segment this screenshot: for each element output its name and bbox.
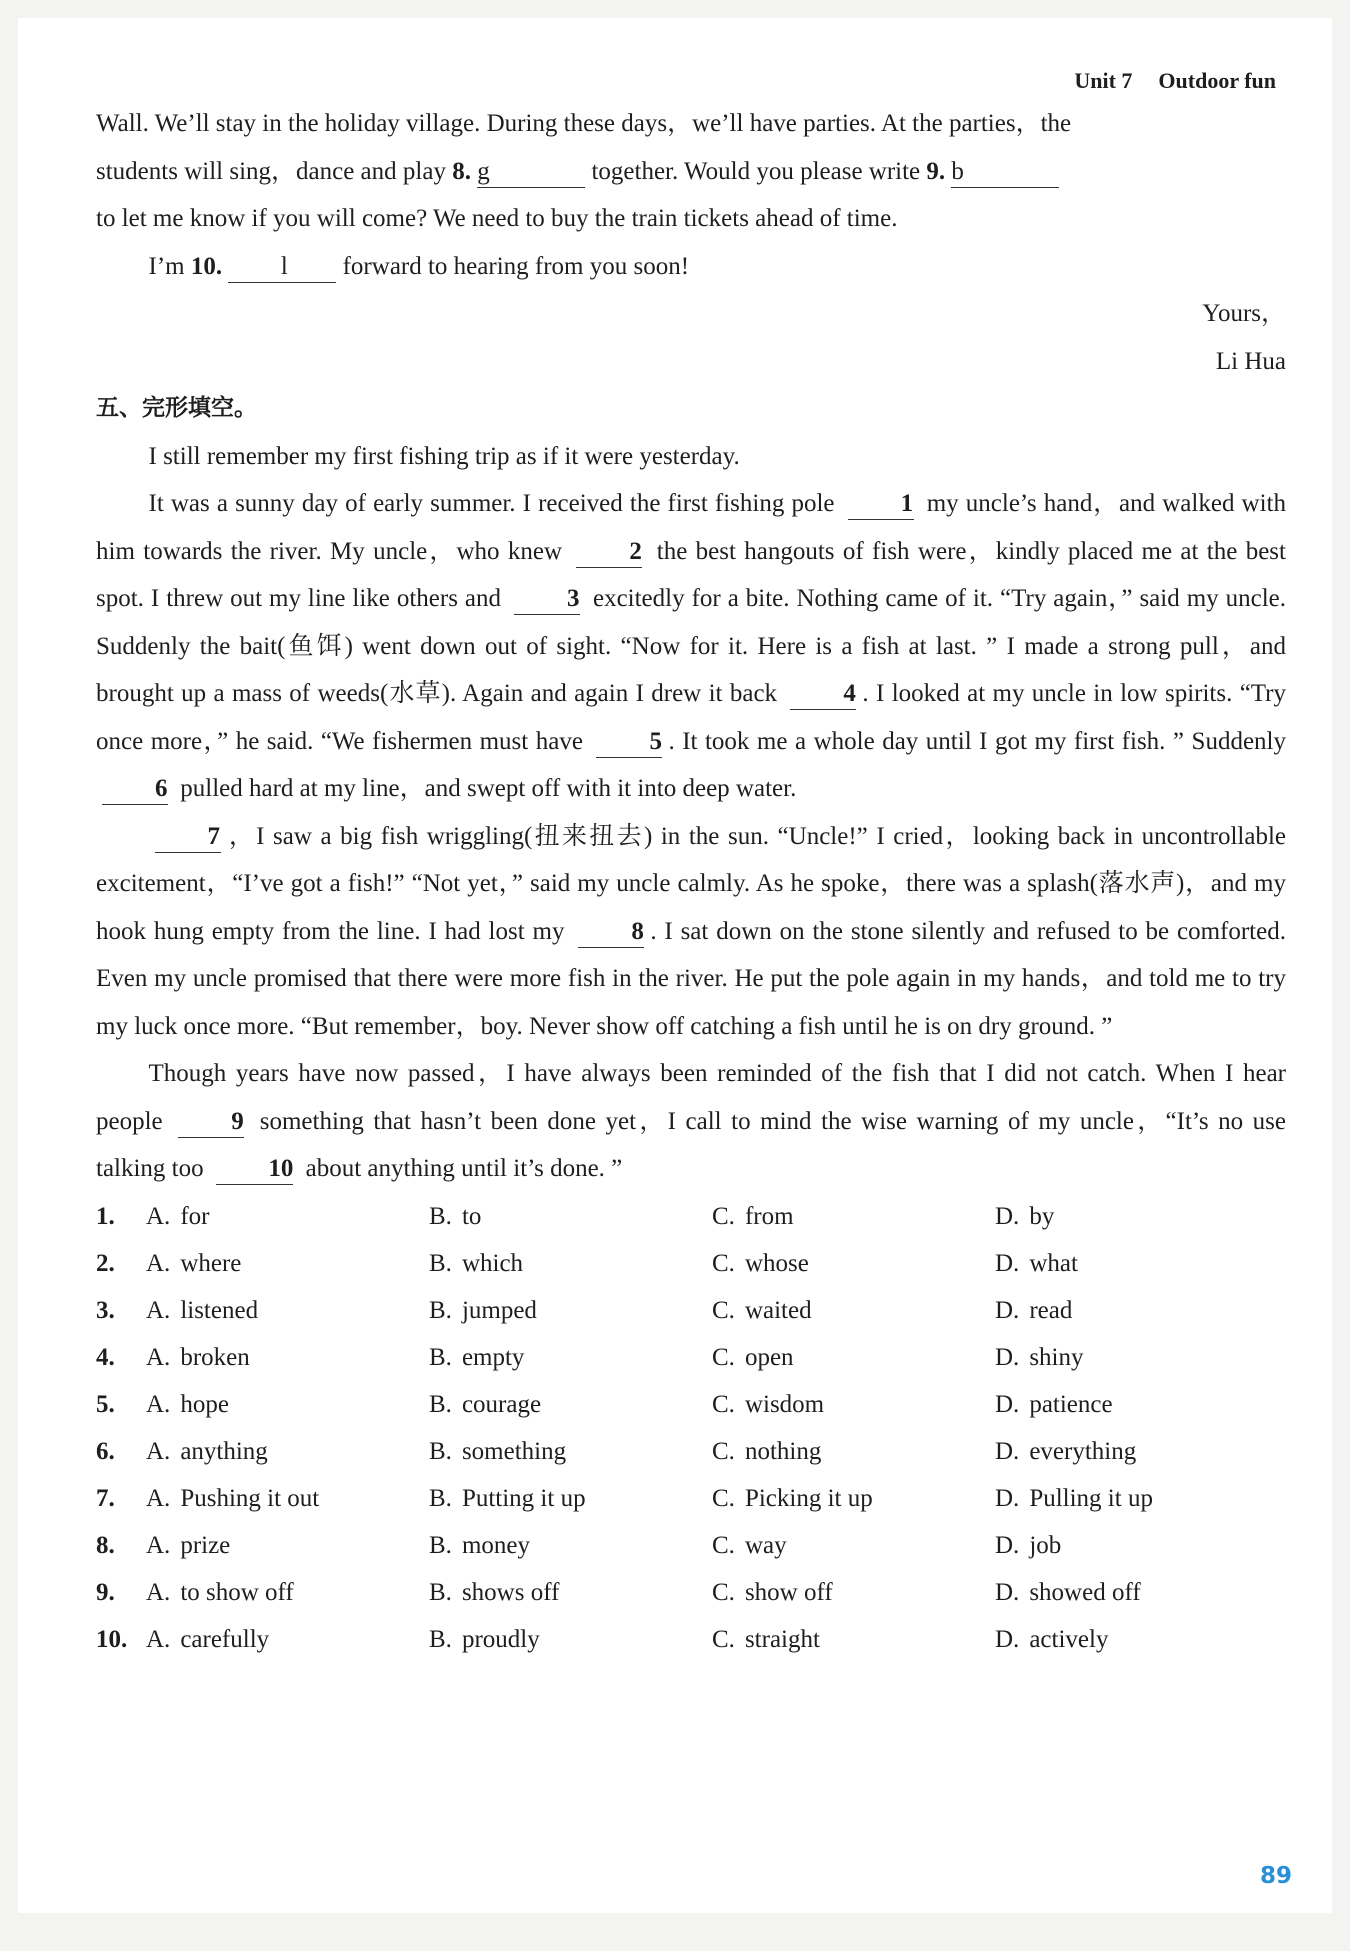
option-letter: D. [995, 1578, 1020, 1606]
passage-paragraph [96, 480, 1286, 813]
passage-paragraph [96, 813, 1286, 1051]
question-number: 10. [96, 1625, 128, 1653]
option-text: shiny [1029, 1343, 1084, 1371]
option-text: prize [180, 1531, 231, 1559]
option-letter: D. [995, 1437, 1020, 1465]
text: about anything until it’s done. ” [299, 1155, 623, 1182]
option-text: to show off [180, 1578, 294, 1606]
option-text: showed off [1029, 1578, 1141, 1606]
option-letter: B. [429, 1437, 452, 1465]
option-text: nothing [744, 1437, 822, 1465]
cloze-blank-6[interactable]: 6 [102, 774, 168, 805]
option-b[interactable] [429, 1287, 712, 1334]
option-d[interactable] [995, 1334, 1084, 1381]
page-number: 89 [1259, 1863, 1292, 1889]
option-d[interactable] [995, 1616, 1108, 1663]
text: Wall. We’ll stay in the holiday village. During these days，we’ll have parties. At the parties，the [96, 110, 1072, 137]
option-b[interactable] [429, 1616, 712, 1663]
option-letter: C. [712, 1625, 735, 1653]
option-letter: A. [146, 1202, 171, 1230]
cloze-blank-5[interactable]: 5 [596, 727, 662, 758]
option-row [96, 1522, 1286, 1569]
option-a[interactable] [146, 1475, 429, 1522]
cloze-blank-7[interactable]: 7 [155, 822, 221, 853]
option-letter: A. [146, 1437, 171, 1465]
option-row [96, 1428, 1286, 1475]
option-c[interactable] [712, 1240, 995, 1287]
option-c[interactable] [712, 1475, 995, 1522]
text: I’m [148, 252, 191, 280]
option-a[interactable] [146, 1381, 429, 1428]
letter-section [96, 100, 1286, 385]
option-a[interactable] [146, 1193, 429, 1240]
option-letter: B. [429, 1249, 452, 1277]
option-letter: D. [995, 1343, 1020, 1371]
cloze-blank-10[interactable]: 10 [216, 1154, 294, 1185]
blank-hint: b [951, 157, 964, 185]
cloze-blank-1[interactable]: 1 [848, 489, 914, 520]
cloze-blank-2[interactable]: 2 [576, 537, 642, 568]
option-letter: D. [995, 1202, 1020, 1230]
answer-blank-9[interactable] [951, 157, 1059, 188]
option-letter: B. [429, 1343, 452, 1371]
option-letter: B. [429, 1296, 452, 1324]
text: ，I saw a big fish wriggling(扭来扭去) in the sun. “Uncle!” I cried，looking back in uncontrollable excitement，“I’ve got a fish!” “Not yet，” said my uncle calmly. As he spoke，there was a splash(落水声)，and my hook hung empty from the line. I had lost my [96, 822, 1286, 945]
option-text: open [744, 1343, 794, 1371]
option-letter: D. [995, 1484, 1020, 1512]
text: . I looked at my uncle in low spirits. “Try once more，” he said. “We fishermen must have [96, 680, 1287, 755]
option-text: Pushing it out [180, 1484, 320, 1512]
option-letter: B. [429, 1390, 452, 1418]
option-letter: A. [146, 1578, 171, 1606]
text: It was a sunny day of early summer. I received the first fishing pole [148, 490, 842, 517]
text: excitedly for a bite. Nothing came of it. “Try again，” said my uncle. Suddenly the bait(鱼饵) went down out of sight. “Now for it. Here is a fish at last. ” I made a strong pull，and brought up a mass of weeds(水草). Again and again I drew it back [96, 585, 1287, 707]
option-text: actively [1029, 1625, 1109, 1653]
text: students will sing，dance and play [96, 157, 453, 185]
text: forward to hearing from you soon! [336, 252, 690, 280]
question-number: 2. [96, 1249, 115, 1277]
option-letter: C. [712, 1390, 735, 1418]
option-d[interactable] [995, 1475, 1153, 1522]
option-letter: D. [995, 1390, 1020, 1418]
option-letter: C. [712, 1531, 735, 1559]
option-a[interactable] [146, 1569, 429, 1616]
question-number: 5. [96, 1390, 115, 1418]
cloze-passage [96, 433, 1286, 1193]
option-text: jumped [461, 1296, 537, 1324]
option-letter: C. [712, 1296, 735, 1324]
option-text: hope [180, 1390, 229, 1418]
cloze-blank-9[interactable]: 9 [178, 1107, 244, 1138]
text: . It took me a whole day until I got my first fish. ” Suddenly [668, 727, 1286, 755]
option-row [96, 1334, 1286, 1381]
page-header [1074, 68, 1276, 94]
option-text: straight [744, 1625, 820, 1653]
question-number: 1. [96, 1202, 115, 1230]
blank-hint: g [477, 157, 490, 185]
option-text: Pulling it up [1029, 1484, 1153, 1512]
option-row [96, 1569, 1286, 1616]
option-letter: A. [146, 1390, 171, 1418]
option-a[interactable] [146, 1522, 429, 1569]
option-letter: B. [429, 1531, 452, 1559]
option-d[interactable] [995, 1287, 1072, 1334]
question-number: 4. [96, 1343, 115, 1371]
option-text: job [1029, 1531, 1062, 1559]
option-row [96, 1287, 1286, 1334]
option-letter: D. [995, 1625, 1020, 1653]
option-letter: C. [712, 1249, 735, 1277]
option-c[interactable] [712, 1569, 995, 1616]
option-text: read [1029, 1296, 1073, 1324]
text: Though years have now passed，I have always been reminded of the fish that I did not catch. When I hear people [96, 1060, 1286, 1135]
option-d[interactable] [995, 1240, 1078, 1287]
option-c[interactable] [712, 1428, 995, 1475]
letter-closing: Yours， [1202, 300, 1286, 327]
option-c[interactable] [712, 1193, 995, 1240]
cloze-blank-3[interactable]: 3 [514, 584, 580, 615]
option-a[interactable] [146, 1287, 429, 1334]
question-number: 6. [96, 1437, 115, 1465]
option-a[interactable] [146, 1334, 429, 1381]
option-b[interactable] [429, 1428, 712, 1475]
option-d[interactable] [995, 1569, 1141, 1616]
option-text: Putting it up [461, 1484, 586, 1512]
option-row [96, 1616, 1286, 1663]
option-letter: B. [429, 1578, 452, 1606]
option-letter: C. [712, 1202, 735, 1230]
text: . I sat down on the stone silently and refused to be comforted. Even my uncle promised that there were more fish in the river. He put the pole again in my hands，and told me to try my luck once more. “But remember，boy. Never show off catching a fish until he is on dry ground. ” [96, 917, 1286, 1040]
option-letter: B. [429, 1625, 452, 1653]
text: together. Would you please write [585, 157, 927, 185]
answer-blank-10[interactable] [228, 252, 336, 283]
option-text: courage [461, 1390, 542, 1418]
option-c[interactable] [712, 1616, 995, 1663]
option-row [96, 1193, 1286, 1240]
question-number: 7. [96, 1484, 115, 1512]
option-text: waited [744, 1296, 812, 1324]
passage-paragraph [96, 1050, 1286, 1193]
section-title: 五、完形填空。 [96, 395, 257, 421]
letter-line [96, 148, 1286, 196]
option-text: broken [180, 1343, 250, 1371]
question-number: 3. [96, 1296, 115, 1324]
option-text: where [180, 1249, 242, 1277]
question-number: 8. [452, 157, 471, 185]
letter-line [96, 195, 1286, 243]
option-row [96, 1381, 1286, 1428]
option-b[interactable] [429, 1522, 712, 1569]
option-c[interactable] [712, 1334, 995, 1381]
option-text: Picking it up [744, 1484, 873, 1512]
cloze-blank-8[interactable]: 8 [578, 917, 644, 948]
option-letter: D. [995, 1249, 1020, 1277]
option-text: what [1029, 1249, 1078, 1277]
option-letter: D. [995, 1296, 1020, 1324]
option-b[interactable] [429, 1381, 712, 1428]
option-text: shows off [461, 1578, 560, 1606]
option-text: for [180, 1202, 210, 1230]
option-b[interactable] [429, 1334, 712, 1381]
option-text: everything [1029, 1437, 1137, 1465]
option-text: by [1029, 1202, 1055, 1230]
option-text: empty [461, 1343, 525, 1371]
option-text: proudly [461, 1625, 540, 1653]
text: my uncle’s hand，and walked with him towards the river. My uncle，who knew [96, 490, 1286, 565]
option-letter: A. [146, 1531, 171, 1559]
option-text: whose [744, 1249, 809, 1277]
page-body [96, 100, 1286, 1663]
option-b[interactable] [429, 1240, 712, 1287]
option-text: to [461, 1202, 482, 1230]
option-d[interactable] [995, 1522, 1061, 1569]
answer-blank-8[interactable] [477, 157, 585, 188]
option-c[interactable] [712, 1522, 995, 1569]
option-c[interactable] [712, 1381, 995, 1428]
option-text: listened [180, 1296, 259, 1324]
option-text: anything [180, 1437, 268, 1465]
workbook-page [18, 18, 1332, 1913]
option-letter: C. [712, 1343, 735, 1371]
option-text: wisdom [744, 1390, 825, 1418]
option-letter: A. [146, 1249, 171, 1277]
text: pulled hard at my line，and swept off with it into deep water. [174, 775, 797, 802]
question-number: 8. [96, 1531, 115, 1559]
option-d[interactable] [995, 1381, 1113, 1428]
cloze-blank-4[interactable]: 4 [790, 679, 856, 710]
option-text: carefully [180, 1625, 270, 1653]
option-b[interactable] [429, 1193, 712, 1240]
text: something that hasn’t been done yet，I call to mind the wise warning of my uncle，“It’s no use talking too [96, 1107, 1287, 1182]
option-text: patience [1029, 1390, 1113, 1418]
question-number: 9. [96, 1578, 115, 1606]
text: the best hangouts of fish were，kindly placed me at the best spot. I threw out my line like others and [96, 537, 1286, 612]
blank-hint: l [280, 252, 288, 280]
option-row [96, 1240, 1286, 1287]
option-a[interactable] [146, 1428, 429, 1475]
letter-line [96, 100, 1286, 148]
option-letter: A. [146, 1296, 171, 1324]
question-number: 10. [190, 252, 223, 280]
text: to let me know if you will come? We need to buy the train tickets ahead of time. [96, 205, 898, 232]
passage-paragraph: I still remember my first fishing trip as if it were yesterday. [148, 442, 740, 470]
options-list [96, 1193, 1286, 1663]
option-c[interactable] [712, 1287, 995, 1334]
option-letter: B. [429, 1484, 452, 1512]
option-letter: A. [146, 1484, 171, 1512]
unit-label: Unit 7 [1074, 68, 1133, 93]
option-d[interactable] [995, 1193, 1054, 1240]
question-number: 9. [926, 157, 946, 185]
option-letter: C. [712, 1578, 735, 1606]
option-b[interactable] [429, 1569, 712, 1616]
unit-title: Outdoor fun [1158, 68, 1276, 93]
letter-signature: Li Hua [1215, 347, 1286, 375]
option-letter: D. [995, 1531, 1020, 1559]
option-a[interactable] [146, 1240, 429, 1287]
option-a[interactable] [146, 1616, 429, 1663]
option-text: money [461, 1531, 530, 1559]
option-text: show off [744, 1578, 833, 1606]
option-d[interactable] [995, 1428, 1136, 1475]
option-text: way [744, 1531, 787, 1559]
letter-line [96, 243, 1286, 291]
option-letter: C. [712, 1437, 735, 1465]
option-text: which [461, 1249, 524, 1277]
option-text: something [461, 1437, 567, 1465]
option-letter: B. [429, 1202, 452, 1230]
option-letter: A. [146, 1625, 171, 1653]
option-letter: C. [712, 1484, 735, 1512]
option-letter: A. [146, 1343, 171, 1371]
option-text: from [744, 1202, 794, 1230]
option-b[interactable] [429, 1475, 712, 1522]
option-row [96, 1475, 1286, 1522]
